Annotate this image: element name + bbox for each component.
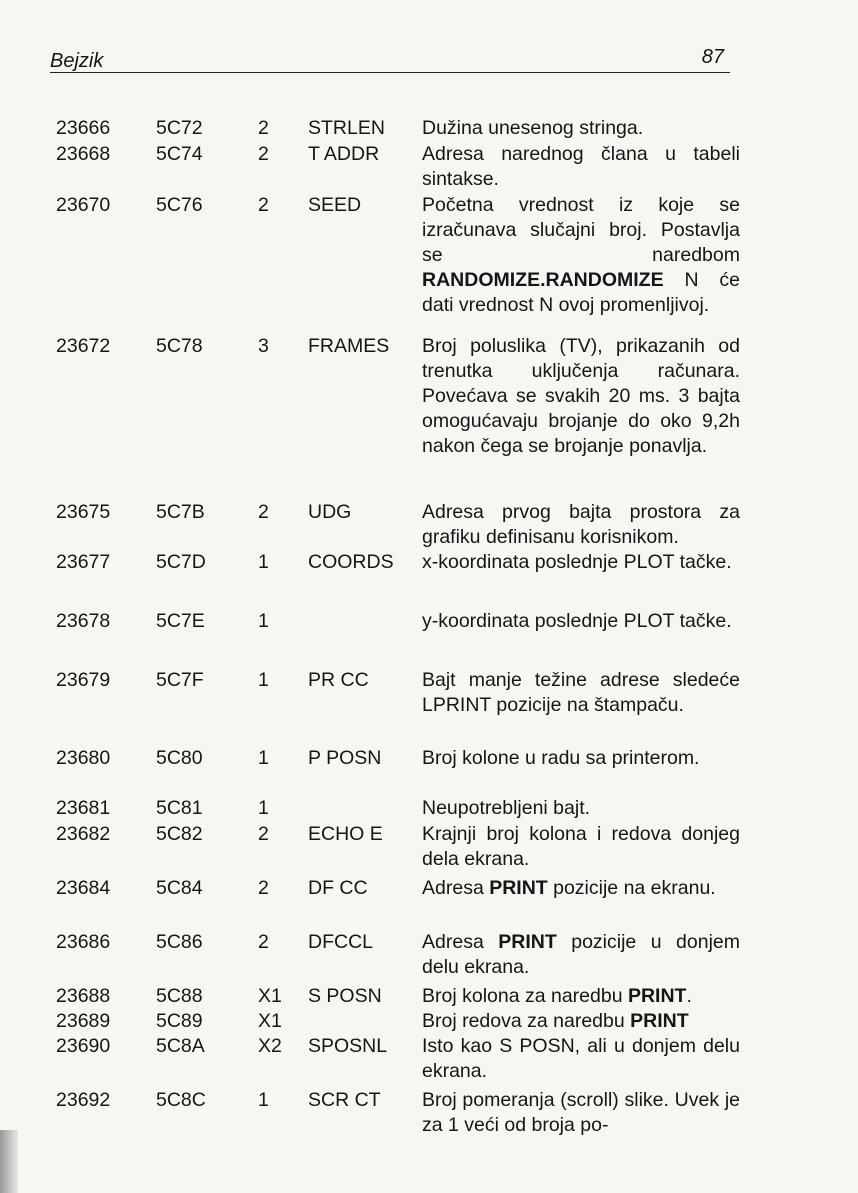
address-cell: 23668 — [56, 143, 111, 165]
byte-count-cell: X2 — [258, 1035, 282, 1057]
hex-address-cell: 5C88 — [156, 985, 203, 1007]
variable-name-cell: COORDS — [308, 551, 394, 573]
keyword-text: RANDOMIZE.RANDOMIZE — [422, 269, 664, 291]
description-cell — [422, 876, 740, 901]
keyword-text: PRINT — [489, 877, 548, 899]
variable-name-cell: SCR CT — [308, 1089, 381, 1111]
hex-address-cell: 5C78 — [156, 335, 203, 357]
hex-address-cell: 5C7D — [156, 551, 206, 573]
variable-name-cell: DF CC — [308, 877, 368, 899]
description-cell: Broj poluslika (TV), prikazanih od trenutka uključenja računara. Povećava se svakih 20 ms. 3 bajta omogućavaju brojanje do oko 9,2h nakon čega se brojanje ponavlja. — [422, 335, 740, 457]
byte-count-cell: X1 — [258, 985, 282, 1007]
description-cell: Neupotrebljeni bajt. — [422, 797, 591, 819]
description-cell: Broj pomeranja (scroll) slike. Uvek je za 1 veći od broja po- — [422, 1089, 740, 1136]
address-cell: 23692 — [56, 1089, 111, 1111]
byte-count-cell: 1 — [258, 551, 269, 573]
header-rule — [50, 72, 730, 73]
address-cell: 23672 — [56, 335, 111, 357]
page-number: 87 — [701, 46, 724, 68]
address-cell: 23677 — [56, 551, 111, 573]
description-text: Adresa — [422, 877, 490, 899]
byte-count-cell: 1 — [258, 610, 269, 632]
address-cell: 23670 — [56, 194, 111, 216]
description-cell: Broj kolone u radu sa printerom. — [422, 747, 700, 769]
address-cell: 23666 — [56, 117, 111, 139]
address-cell: 23682 — [56, 823, 111, 845]
description-text: . — [686, 985, 692, 1007]
address-cell: 23675 — [56, 501, 111, 523]
byte-count-cell: 2 — [258, 877, 269, 899]
byte-count-cell: 2 — [258, 194, 269, 216]
byte-count-cell: 1 — [258, 797, 269, 819]
description-text: Broj redova za naredbu — [422, 1010, 631, 1032]
page-header — [50, 46, 730, 76]
byte-count-cell: 1 — [258, 669, 269, 691]
keyword-text: PRINT — [627, 985, 687, 1007]
hex-address-cell: 5C84 — [156, 877, 203, 899]
description-text: N će dati vrednost N ovoj promenljivoj. — [422, 269, 740, 316]
hex-address-cell: 5C81 — [156, 797, 203, 819]
description-text: Broj kolona za naredbu — [422, 985, 628, 1007]
description-text: Adresa — [422, 931, 499, 953]
page-edge-shadow — [0, 1130, 18, 1193]
variable-name-cell: STRLEN — [308, 117, 385, 139]
variable-name-cell: P POSN — [308, 747, 382, 769]
hex-address-cell: 5C80 — [156, 747, 203, 769]
hex-address-cell: 5C76 — [156, 194, 203, 216]
description-cell: Bajt manje težine adrese sledeće LPRINT pozicije na štampaču. — [422, 669, 740, 716]
variable-name-cell: SPOSNL — [308, 1035, 388, 1057]
hex-address-cell: 5C86 — [156, 931, 203, 953]
hex-address-cell: 5C8A — [156, 1035, 205, 1057]
variable-name-cell: PR CC — [308, 669, 369, 691]
description-cell: Dužina unesenog stringa. — [422, 117, 644, 139]
address-cell: 23679 — [56, 669, 111, 691]
byte-count-cell: 2 — [258, 501, 269, 523]
running-title: Bejzik — [50, 50, 104, 72]
address-cell: 23680 — [56, 747, 111, 769]
byte-count-cell: 3 — [258, 335, 269, 357]
hex-address-cell: 5C82 — [156, 823, 203, 845]
keyword-text: PRINT — [498, 931, 557, 953]
address-cell: 23686 — [56, 931, 111, 953]
address-cell: 23690 — [56, 1035, 111, 1057]
address-cell: 23688 — [56, 985, 111, 1007]
address-cell: 23689 — [56, 1010, 111, 1032]
description-cell: Adresa narednog člana u tabeli sintakse. — [422, 143, 740, 190]
hex-address-cell: 5C72 — [156, 117, 203, 139]
address-cell: 23678 — [56, 610, 111, 632]
keyword-text: PRINT — [630, 1010, 689, 1032]
variable-name-cell: UDG — [308, 501, 352, 523]
variable-name-cell: S POSN — [308, 985, 382, 1007]
description-text: pozicije na ekranu. — [547, 877, 716, 899]
description-cell: x-koordinata poslednje PLOT tačke. — [422, 551, 732, 573]
variable-name-cell: ECHO E — [308, 823, 383, 845]
description-cell — [422, 1009, 740, 1034]
byte-count-cell: 2 — [258, 931, 269, 953]
description-cell — [422, 984, 740, 1009]
description-cell: Isto kao S POSN, ali u donjem delu ekrana. — [422, 1035, 740, 1082]
description-cell: Krajnji broj kolona i redova donjeg dela ekrana. — [422, 823, 740, 870]
byte-count-cell: 1 — [258, 747, 269, 769]
address-cell: 23681 — [56, 797, 111, 819]
byte-count-cell: 2 — [258, 117, 269, 139]
hex-address-cell: 5C7B — [156, 501, 205, 523]
hex-address-cell: 5C7F — [156, 669, 204, 691]
hex-address-cell: 5C89 — [156, 1010, 203, 1032]
hex-address-cell: 5C7E — [156, 610, 205, 632]
variable-name-cell: DFCCL — [308, 931, 374, 953]
byte-count-cell: 2 — [258, 823, 269, 845]
hex-address-cell: 5C8C — [156, 1089, 206, 1111]
description-text: pozicije u donjem delu ekrana. — [422, 931, 741, 978]
variable-name-cell: FRAMES — [308, 335, 390, 357]
description-text: Početna vrednost iz koje se izračunava slučajni broj. Postavlja se naredbom — [422, 194, 740, 266]
description-cell: y-koordinata poslednje PLOT tačke. — [422, 610, 732, 632]
variable-name-cell: T ADDR — [308, 143, 380, 165]
hex-address-cell: 5C74 — [156, 143, 203, 165]
byte-count-cell: 2 — [258, 143, 269, 165]
byte-count-cell: X1 — [258, 1010, 282, 1032]
byte-count-cell: 1 — [258, 1089, 269, 1111]
variable-name-cell: SEED — [308, 194, 362, 216]
description-cell: Adresa prvog bajta prostora za grafiku definisanu korisnikom. — [422, 501, 740, 548]
description-cell — [422, 930, 740, 980]
address-cell: 23684 — [56, 877, 111, 899]
description-cell — [422, 193, 740, 318]
